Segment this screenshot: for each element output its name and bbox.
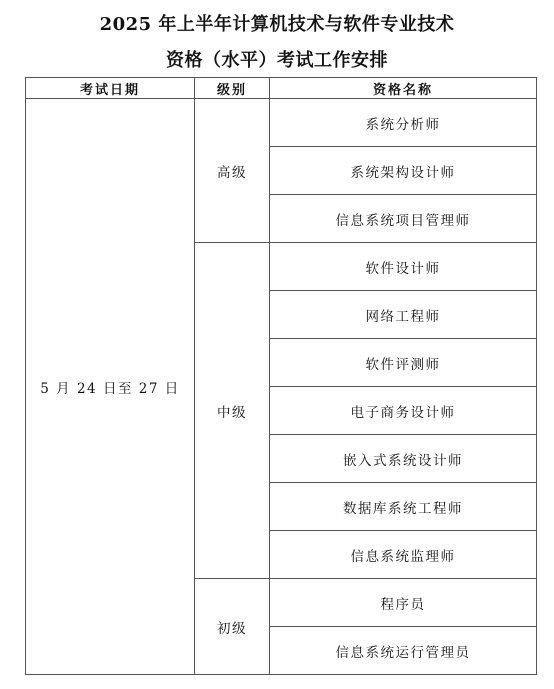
qualification-cell: 软件评测师 [270, 339, 537, 387]
table-row [26, 99, 537, 147]
qualification-cell: 网络工程师 [270, 291, 537, 339]
qualification-cell: 嵌入式系统设计师 [270, 435, 537, 483]
level-cell-junior: 初级 [195, 579, 270, 675]
qualification-cell: 系统分析师 [270, 99, 537, 147]
header-qualification-name: 资格名称 [270, 78, 537, 99]
page-title-line-1: 2025 年上半年计算机技术与软件专业技术 [99, 14, 455, 35]
exam-date-cell: 5 月 24 日至 27 日 [26, 99, 195, 675]
qualification-cell: 软件设计师 [270, 243, 537, 291]
qualification-cell: 系统架构设计师 [270, 147, 537, 195]
page-title-line-2: 资格（水平）考试工作安排 [166, 50, 388, 71]
level-cell-senior: 高级 [195, 99, 270, 243]
header-exam-date: 考试日期 [26, 78, 195, 99]
qualification-cell: 信息系统监理师 [270, 531, 537, 579]
header-level: 级别 [195, 78, 270, 99]
table-header-row [26, 78, 537, 99]
qualification-cell: 数据库系统工程师 [270, 483, 537, 531]
qualification-cell: 程序员 [270, 579, 537, 627]
qualification-cell: 电子商务设计师 [270, 387, 537, 435]
exam-schedule-table [25, 77, 537, 675]
level-cell-intermediate: 中级 [195, 243, 270, 579]
qualification-cell: 信息系统运行管理员 [270, 627, 537, 675]
qualification-cell: 信息系统项目管理师 [270, 195, 537, 243]
